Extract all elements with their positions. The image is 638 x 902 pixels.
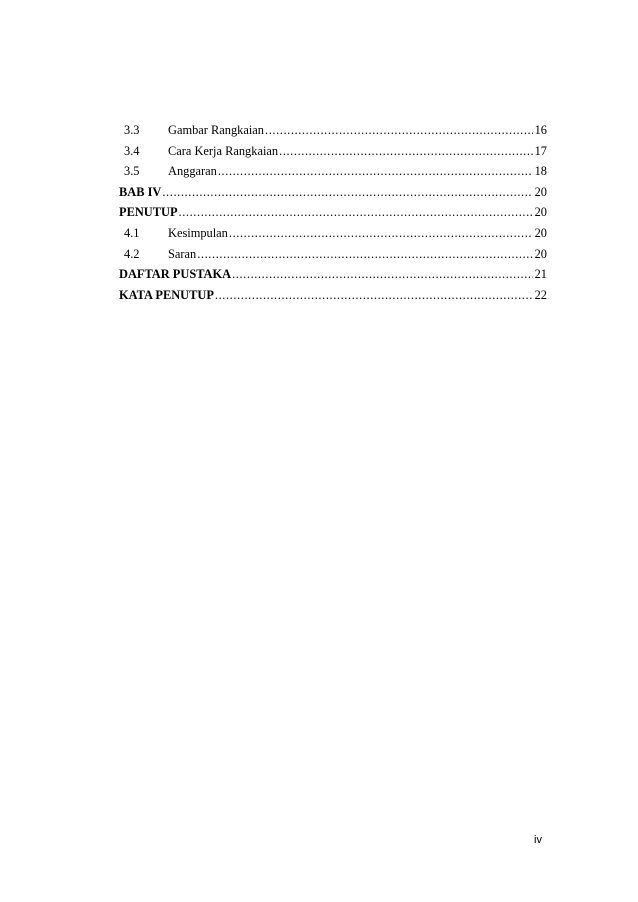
toc-dot-leader xyxy=(232,264,533,285)
toc-entry-page: 21 xyxy=(534,267,547,282)
toc-entry-chapter[interactable] xyxy=(119,202,547,223)
toc-dot-leader xyxy=(218,161,533,182)
toc-entry[interactable] xyxy=(119,223,547,244)
toc-entry[interactable] xyxy=(119,120,547,141)
toc-dot-leader xyxy=(265,120,533,141)
toc-entry-page: 20 xyxy=(534,184,547,199)
toc-entry[interactable] xyxy=(119,161,547,182)
toc-entry-title: Anggaran xyxy=(168,164,217,179)
toc-entry-page: 20 xyxy=(534,205,547,220)
toc-entry-chapter[interactable] xyxy=(119,264,547,285)
toc-entry-number: 4.2 xyxy=(124,246,140,261)
toc-dot-leader xyxy=(179,202,533,223)
table-of-contents xyxy=(119,120,547,305)
toc-entry-title: DAFTAR PUSTAKA xyxy=(119,267,232,282)
toc-entry-page: 18 xyxy=(534,164,547,179)
toc-entry-number: 3.3 xyxy=(124,123,140,137)
toc-dot-leader xyxy=(279,141,533,162)
toc-entry-page: 20 xyxy=(534,246,547,261)
toc-entry-title: KATA PENUTUP xyxy=(119,287,214,302)
toc-entry-page: 20 xyxy=(534,225,547,240)
toc-entry-number: 3.4 xyxy=(124,143,140,158)
toc-entry-chapter[interactable] xyxy=(119,285,547,306)
toc-entry-title: Saran xyxy=(168,246,197,261)
toc-dot-leader xyxy=(162,182,532,203)
toc-entry[interactable] xyxy=(119,141,547,162)
page-number: iv xyxy=(534,834,542,846)
toc-dot-leader xyxy=(197,244,532,265)
toc-entry-title: Kesimpulan xyxy=(168,225,228,240)
toc-entry-page: 16 xyxy=(534,123,547,137)
toc-entry-number: 4.1 xyxy=(124,225,140,240)
toc-entry-title: Cara Kerja Rangkaian xyxy=(168,143,279,158)
toc-entry-page: 22 xyxy=(534,287,547,302)
toc-dot-leader xyxy=(215,285,533,306)
toc-entry-title: BAB IV xyxy=(119,184,162,199)
toc-dot-leader xyxy=(229,223,533,244)
toc-entry-number: 3.5 xyxy=(124,164,140,179)
toc-entry-title: PENUTUP xyxy=(119,205,178,220)
toc-entry-title: Gambar Rangkaian xyxy=(168,123,264,137)
toc-entry[interactable] xyxy=(119,244,547,265)
toc-entry-page: 17 xyxy=(534,143,547,158)
toc-entry-chapter[interactable] xyxy=(119,182,547,203)
